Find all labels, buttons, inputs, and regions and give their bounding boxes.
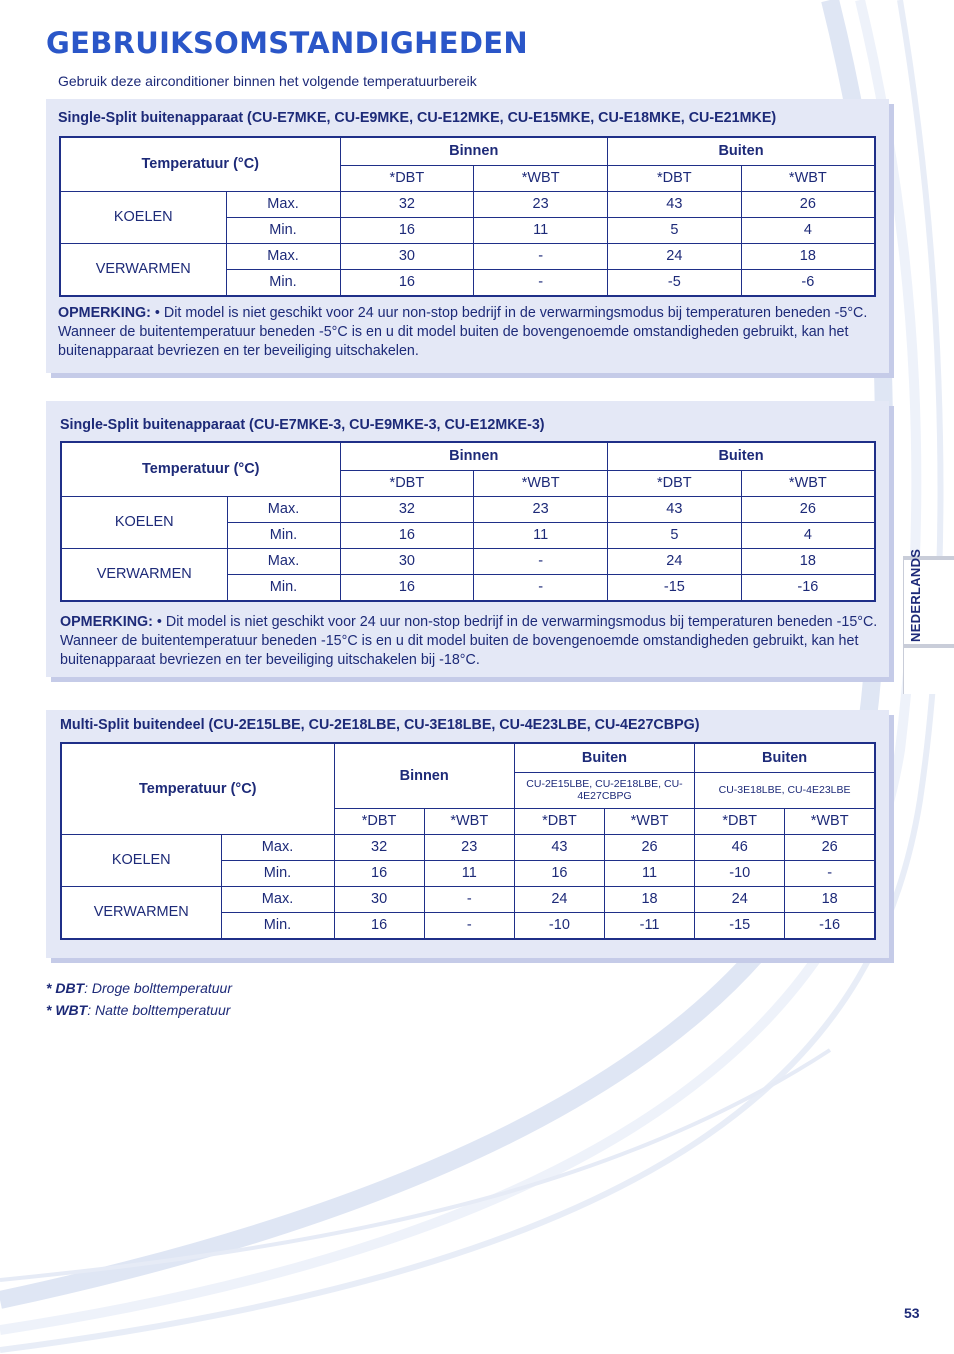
page-title: GEBRUIKSOMSTANDIGHEDEN <box>46 26 528 60</box>
max-label: Max. <box>226 191 340 217</box>
table-cell: -16 <box>785 912 875 939</box>
table-cell: -11 <box>604 912 694 939</box>
models-group-a: CU-2E15LBE, CU-2E18LBE, CU-4E27CBPG <box>514 772 694 808</box>
min-label: Min. <box>226 217 340 243</box>
dbt-header: *DBT <box>340 165 474 191</box>
koelen-label: KOELEN <box>61 496 227 548</box>
language-label: NEDERLANDS <box>908 548 923 642</box>
table-cell: -15 <box>695 912 785 939</box>
wbt-header: *WBT <box>741 470 875 496</box>
table2 <box>60 441 876 602</box>
footnote-key: * DBT <box>46 980 85 996</box>
dbt-header: *DBT <box>514 808 604 834</box>
table-cell: 30 <box>340 548 474 574</box>
table3 <box>60 742 876 940</box>
table-cell: 11 <box>424 860 514 886</box>
table-cell: 26 <box>741 496 875 522</box>
table-cell: 18 <box>604 886 694 912</box>
wbt-header: *WBT <box>424 808 514 834</box>
table-cell: - <box>424 886 514 912</box>
table-cell: 32 <box>334 834 424 860</box>
buiten-header: Buiten <box>695 743 875 772</box>
language-side-tab <box>903 548 954 694</box>
table-cell: - <box>474 574 608 601</box>
table-cell: 23 <box>474 191 608 217</box>
dbt-header: *DBT <box>607 165 741 191</box>
table-cell: 26 <box>741 191 875 217</box>
table-cell: 23 <box>474 496 608 522</box>
table-cell: 4 <box>741 522 875 548</box>
max-label: Max. <box>221 834 334 860</box>
table-cell: - <box>474 243 608 269</box>
table-cell: 24 <box>514 886 604 912</box>
panel-multi-split <box>46 710 889 958</box>
panel-single-split-1 <box>46 99 889 373</box>
panel-single-split-2 <box>46 401 889 677</box>
table-cell: 16 <box>340 522 474 548</box>
table-cell: 16 <box>334 860 424 886</box>
table-cell: -5 <box>607 269 741 296</box>
verwarmen-label: VERWARMEN <box>61 548 227 601</box>
footnotes <box>46 977 232 1021</box>
table-cell: 30 <box>340 243 474 269</box>
max-label: Max. <box>226 243 340 269</box>
note-label: OPMERKING: <box>58 305 151 321</box>
table-cell: -15 <box>607 574 741 601</box>
table-cell: 18 <box>741 548 875 574</box>
binnen-header: Binnen <box>340 442 607 470</box>
table-cell: 46 <box>695 834 785 860</box>
wbt-header: *WBT <box>741 165 875 191</box>
table-cell: 18 <box>741 243 875 269</box>
table-cell: 16 <box>514 860 604 886</box>
max-label: Max. <box>227 496 340 522</box>
table-cell: -10 <box>695 860 785 886</box>
temp-label: Temperatuur (°C) <box>60 137 340 191</box>
dbt-header: *DBT <box>695 808 785 834</box>
table-cell: 5 <box>607 522 741 548</box>
koelen-label: KOELEN <box>60 191 226 243</box>
table-cell: 16 <box>340 574 474 601</box>
table-cell: 26 <box>785 834 875 860</box>
models-group-b: CU-3E18LBE, CU-4E23LBE <box>695 772 875 808</box>
table-cell: 16 <box>340 269 474 296</box>
note-text: • Dit model is niet geschikt voor 24 uur non-stop bedrijf in de verwarmingsmodus bij temperaturen beneden -5°C. Wanneer de buitentemperatuur beneden -5°C is en u dit model buiten de bovengenoemde omstandigheden gebruikt, kan het buitenapparaat bevriezen en ter beveiliging uitschakelen. <box>58 305 868 359</box>
footnote-dbt <box>46 977 232 999</box>
max-label: Max. <box>221 886 334 912</box>
table1-heading: Single-Split buitenapparaat (CU-E7MKE, CU-E9MKE, CU-E12MKE, CU-E15MKE, CU-E18MKE, CU-E21MKE) <box>58 110 777 126</box>
dbt-header: *DBT <box>340 470 474 496</box>
wbt-header: *WBT <box>474 165 608 191</box>
table-cell: 30 <box>334 886 424 912</box>
verwarmen-label: VERWARMEN <box>60 243 226 296</box>
buiten-header: Buiten <box>514 743 694 772</box>
table-cell: 18 <box>785 886 875 912</box>
footnote-wbt <box>46 999 232 1021</box>
table-cell: 4 <box>741 217 875 243</box>
table-cell: 11 <box>474 522 608 548</box>
table-cell: 26 <box>604 834 694 860</box>
table-cell: - <box>474 269 608 296</box>
footnote-key: * WBT <box>46 1002 88 1018</box>
table-cell: 32 <box>340 191 474 217</box>
min-label: Min. <box>226 269 340 296</box>
table-cell: - <box>785 860 875 886</box>
table-cell: -10 <box>514 912 604 939</box>
table-cell: -16 <box>741 574 875 601</box>
temp-label: Temperatuur (°C) <box>61 442 340 496</box>
min-label: Min. <box>227 522 340 548</box>
table-cell: 43 <box>607 496 741 522</box>
note-text: • Dit model is niet geschikt voor 24 uur non-stop bedrijf in de verwarmingsmodus bij temperaturen beneden -15°C. Wanneer de buitentemperatuur beneden -15°C is en u dit model buiten de bovengenoemde omstandigheden gebruikt, kan het buitenapparaat bevriezen en ter beveiliging uitschakelen bij -18°C. <box>60 614 878 668</box>
table-cell: 24 <box>607 243 741 269</box>
table3-heading: Multi-Split buitendeel (CU-2E15LBE, CU-2E18LBE, CU-3E18LBE, CU-4E23LBE, CU-4E27CBPG) <box>60 717 700 733</box>
table1-note <box>58 304 880 361</box>
table-cell: 43 <box>607 191 741 217</box>
wbt-header: *WBT <box>474 470 608 496</box>
binnen-header: Binnen <box>340 137 607 165</box>
table-cell: 16 <box>334 912 424 939</box>
table-cell: 24 <box>607 548 741 574</box>
min-label: Min. <box>221 912 334 939</box>
koelen-label: KOELEN <box>61 834 221 886</box>
verwarmen-label: VERWARMEN <box>61 886 221 939</box>
note-label: OPMERKING: <box>60 614 153 630</box>
buiten-header: Buiten <box>607 442 875 470</box>
table-cell: 11 <box>474 217 608 243</box>
table2-note <box>60 613 882 670</box>
temp-label: Temperatuur (°C) <box>61 743 334 834</box>
side-tab-divider <box>904 644 954 648</box>
dbt-header: *DBT <box>607 470 741 496</box>
table1 <box>59 136 876 297</box>
table-cell: 5 <box>607 217 741 243</box>
table-cell: 16 <box>340 217 474 243</box>
min-label: Min. <box>221 860 334 886</box>
table-cell: - <box>474 548 608 574</box>
wbt-header: *WBT <box>785 808 875 834</box>
footnote-text: : Droge bolttemperatuur <box>84 980 232 996</box>
table-cell: 24 <box>695 886 785 912</box>
page-number: 53 <box>904 1305 920 1321</box>
table2-heading: Single-Split buitenapparaat (CU-E7MKE-3, CU-E9MKE-3, CU-E12MKE-3) <box>60 417 545 433</box>
table-cell: 32 <box>340 496 474 522</box>
max-label: Max. <box>227 548 340 574</box>
table-cell: -6 <box>741 269 875 296</box>
binnen-header: Binnen <box>334 743 514 808</box>
footnote-text: : Natte bolttemperatuur <box>87 1002 231 1018</box>
wbt-header: *WBT <box>604 808 694 834</box>
table-cell: - <box>424 912 514 939</box>
buiten-header: Buiten <box>607 137 875 165</box>
table-cell: 43 <box>514 834 604 860</box>
table-cell: 11 <box>604 860 694 886</box>
dbt-header: *DBT <box>334 808 424 834</box>
intro-text: Gebruik deze airconditioner binnen het volgende temperatuurbereik <box>58 73 477 89</box>
min-label: Min. <box>227 574 340 601</box>
table-cell: 23 <box>424 834 514 860</box>
